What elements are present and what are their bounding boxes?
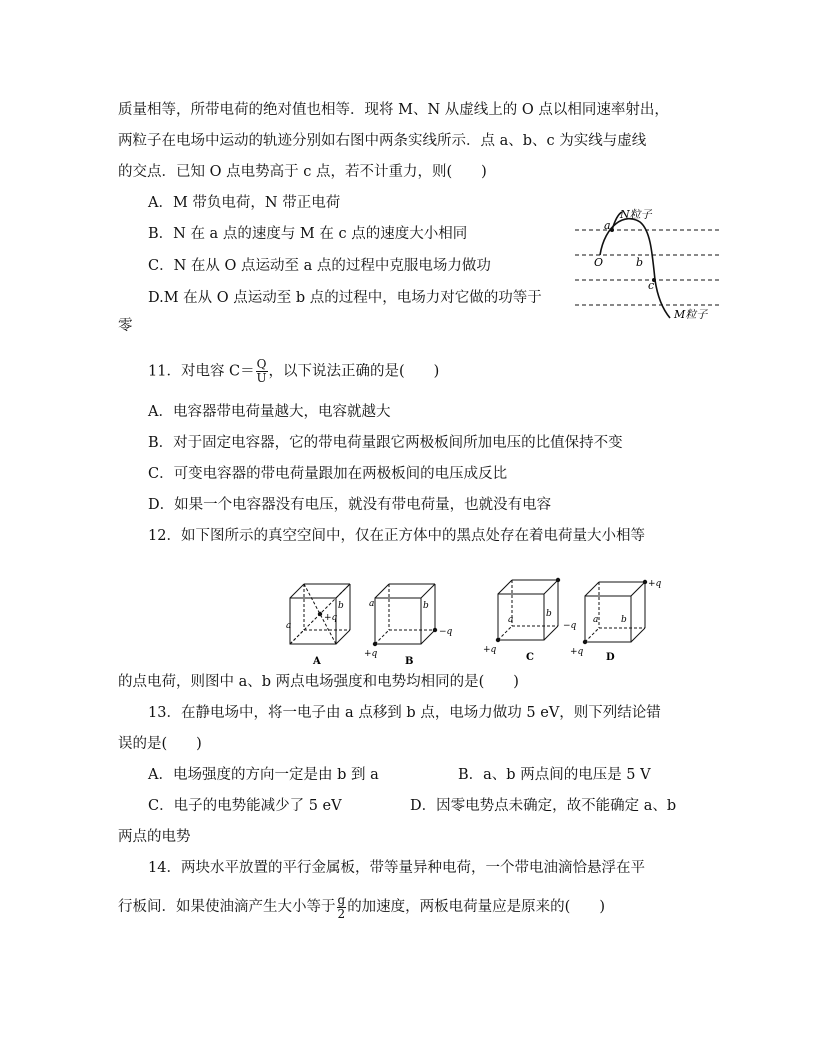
q12-a-label-a: a: [286, 621, 292, 631]
q12-d-label-a: a: [593, 615, 599, 625]
q13-option-b: B．a、b 两点间的电压是 5 V: [458, 767, 651, 783]
q11-stem-prefix: 11．对电容 C＝: [148, 363, 255, 380]
q13-option-a: A．电场强度的方向一定是由 b 到 a: [148, 767, 379, 783]
q12-a-label-b: b: [338, 601, 344, 611]
q10-point-b: b: [636, 256, 644, 269]
q11-option-b: B．对于固定电容器，它的带电荷量跟它两极板间所加电压的比值保持不变: [148, 435, 623, 451]
q12-stem-line1: 12．如下图所示的真空空间中，仅在正方体中的黑点处存在着电荷量大小相等: [148, 528, 645, 544]
q10-n-particle-label: N粒子: [620, 208, 652, 221]
q11-fraction-denominator: U: [256, 371, 267, 385]
q10-point-c: c: [648, 279, 655, 292]
q11-option-d: D．如果一个电容器没有电压，就没有带电荷量，也就没有电容: [148, 497, 552, 513]
q10-option-d: D.M 在从 O 点运动至 b 点的过程中，电场力对它做的功等于: [148, 290, 542, 306]
q13-option-d-cont: 两点的电势: [118, 829, 191, 845]
q11-fraction: [256, 358, 268, 385]
q12-d-label-b: b: [621, 615, 627, 625]
q12-b-label-nq: −q: [439, 627, 453, 637]
q10-stem-line3: 的交点．已知 O 点电势高于 c 点，若不计重力，则( ): [118, 164, 487, 180]
q12-d-label-pq: +q: [570, 647, 584, 657]
q12-b-label-b: b: [423, 601, 429, 611]
q12-c-label-b: b: [546, 609, 552, 619]
q10-point-a: a: [604, 219, 611, 232]
q12-c-label-pq: +q: [483, 645, 497, 655]
q10-stem-line1: 质量相等，所带电荷的绝对值也相等．现将 M、N 从虚线上的 O 点以相同速率射出，: [118, 102, 669, 118]
q12-caption-c: C: [526, 652, 534, 663]
q10-option-c: C．N 在从 O 点运动至 a 点的过程中克服电场力做功: [148, 258, 491, 274]
q14-fraction-numerator: g: [337, 892, 346, 907]
q13-option-d: D．因零电势点未确定，故不能确定 a、b: [410, 798, 677, 814]
q10-trajectory-figure: [570, 200, 730, 330]
q12-stem-line2: 的点电荷，则图中 a、b 两点电场强度和电势均相同的是( ): [118, 674, 519, 690]
q11-stem-suffix: ，以下说法正确的是( ): [268, 363, 440, 380]
q11-option-a: A．电容器带电荷量越大，电容就越大: [148, 404, 391, 420]
q10-option-a: A．M 带负电荷，N 带正电荷: [148, 195, 341, 211]
q12-caption-b: B: [405, 656, 414, 667]
q13-stem-line1: 13．在静电场中，将一电子由 a 点移到 b 点，电场力做功 5 eV，则下列结论错: [148, 705, 661, 721]
q10-point-o: O: [594, 256, 604, 269]
q12-b-label-pq: +q: [364, 649, 378, 659]
q10-option-b: B．N 在 a 点的速度与 M 在 c 点的速度大小相同: [148, 226, 468, 242]
q12-c-label-nq: −q: [563, 621, 577, 631]
q12-cube-d: [585, 582, 645, 642]
q13-option-c: C．电子的电势能减少了 5 eV: [148, 798, 342, 814]
q12-b-label-a: a: [369, 599, 375, 609]
q14-fraction: [337, 894, 347, 921]
q11-fraction-numerator: Q: [256, 357, 267, 371]
q12-a-label-q: +q: [324, 613, 338, 623]
q11-option-c: C．可变电容器的带电荷量跟加在两极板间的电压成反比: [148, 466, 508, 482]
q13-stem-line2: 误的是( ): [118, 736, 202, 752]
q11-stem: [148, 358, 439, 385]
q10-stem-line2: 两粒子在电场中运动的轨迹分别如右图中两条实线所示．点 a、b、c 为实线与虚线: [118, 133, 647, 149]
q10-option-d-cont: 零: [118, 318, 133, 334]
q14-stem-line2-part1: 行板间．如果使油滴产生大小等于: [118, 899, 336, 915]
q10-m-particle-label: M粒子: [674, 308, 708, 321]
q14-stem-line2: [118, 892, 605, 922]
q14-stem-line1: 14．两块水平放置的平行金属板，带等量异种电荷，一个带电油滴恰悬浮在平: [148, 860, 645, 876]
q12-caption-a: A: [313, 656, 321, 667]
q12-cube-figures: [280, 576, 670, 668]
q14-stem-line2-part2: 的加速度，两板电荷量应是原来的( ): [347, 899, 605, 915]
q12-d-label-pq2: +q: [648, 579, 662, 589]
q14-fraction-denominator: 2: [337, 906, 346, 921]
q12-c-label-a: a: [508, 615, 514, 625]
q12-caption-d: D: [606, 652, 615, 663]
q12-cube-b: [375, 584, 435, 644]
